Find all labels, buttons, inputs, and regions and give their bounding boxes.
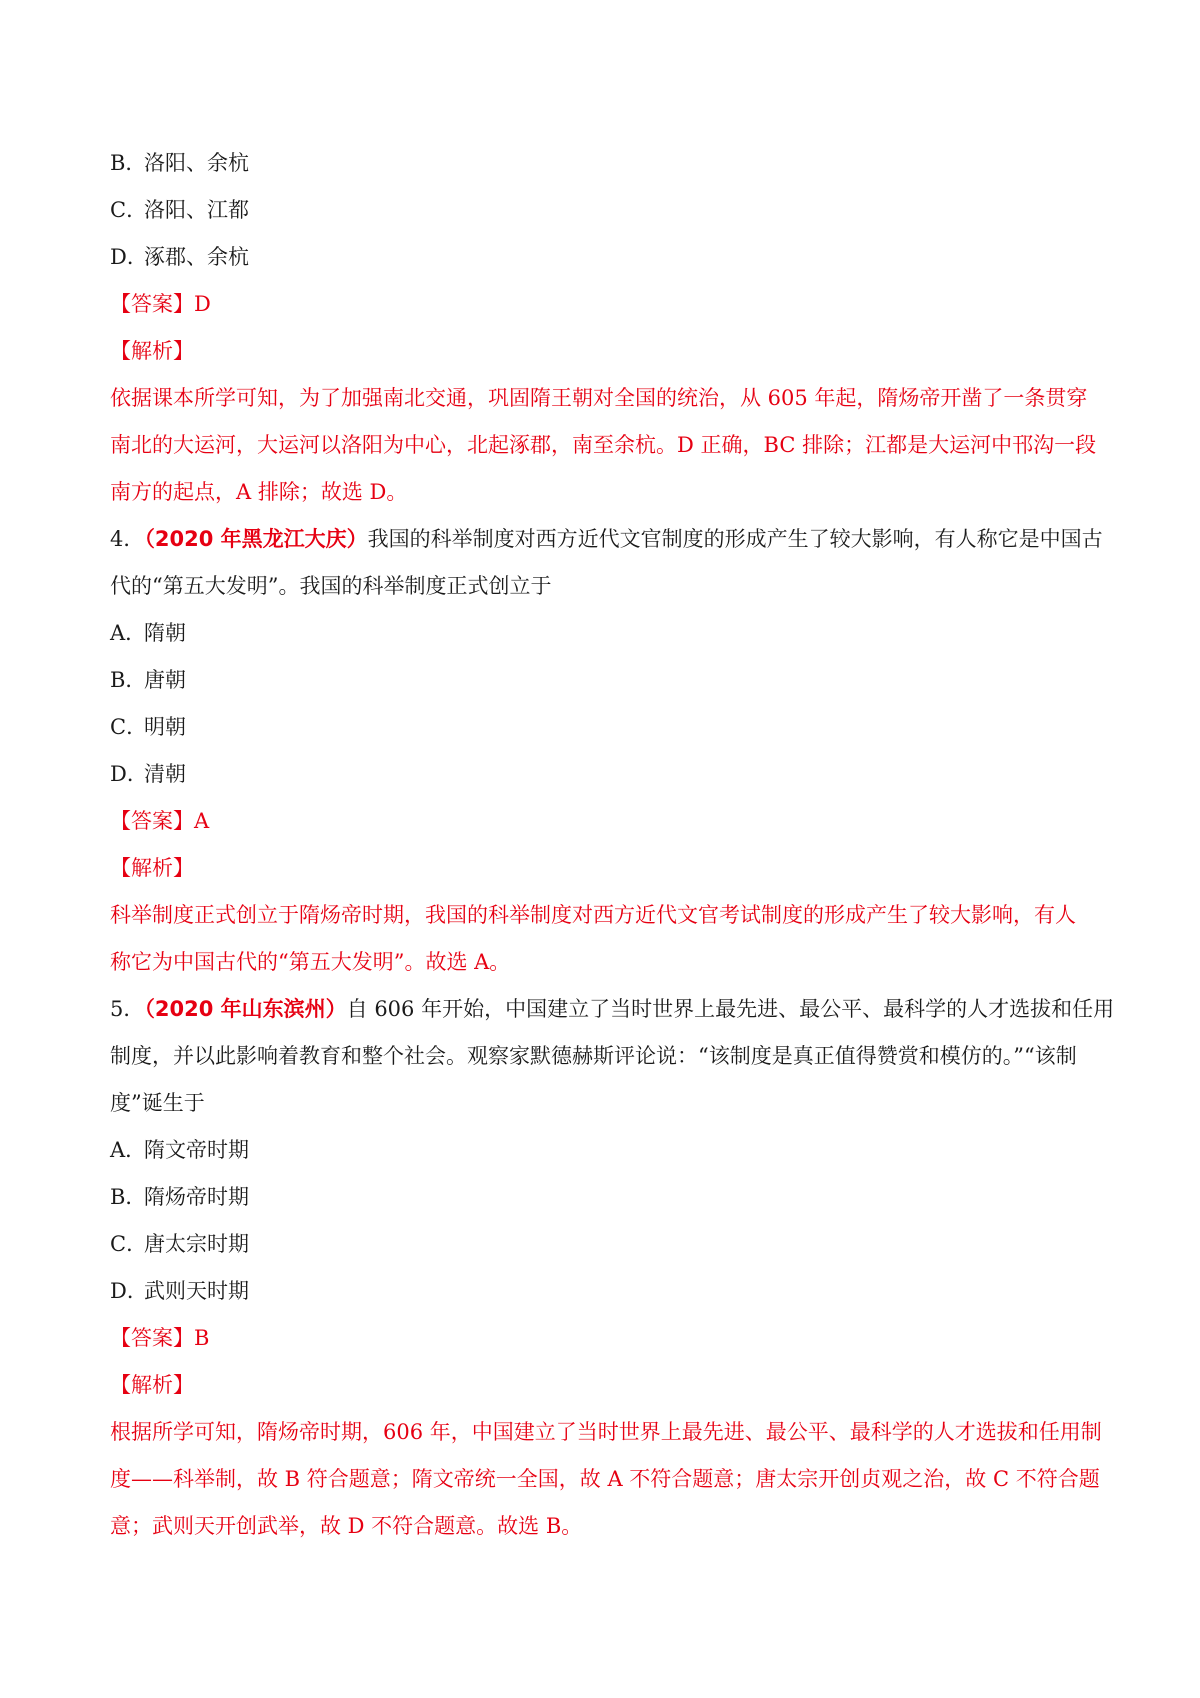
stem-text: 我国的科举制度对西方近代文官制度的形成产生了较大影响，有人称它是中国古 (367, 527, 1103, 551)
analysis-text (110, 375, 1100, 516)
option-text: 武则天时期 (144, 1279, 249, 1303)
option-letter: C． (110, 198, 148, 222)
analysis-label: 【解析】 (110, 339, 194, 363)
option-letter: D． (110, 762, 148, 786)
question-source: （2020 年山东滨州） (144, 997, 347, 1021)
option-c (110, 1221, 1100, 1268)
stem-line: 制度，并以此影响着教育和整个社会。观察家默德赫斯评论说：“该制度是真正值得赞赏和模仿的。”“该制 (110, 1044, 1077, 1068)
question-stem (110, 516, 1103, 610)
option-letter: A． (110, 1138, 147, 1162)
answer (110, 1315, 1100, 1362)
option-text: 洛阳、江都 (144, 198, 249, 222)
analysis-line: 根据所学可知，隋炀帝时期，606 年，中国建立了当时世界上最先进、最公平、最科学的人才选拔和任用制 (110, 1420, 1102, 1444)
answer-label: 【答案】 (110, 809, 194, 833)
option-text: 隋炀帝时期 (144, 1185, 249, 1209)
question-number: 4． (110, 527, 145, 551)
option-text: 清朝 (144, 762, 186, 786)
stem-line (110, 516, 1103, 563)
answer (110, 798, 1100, 845)
analysis-line: 南北的大运河，大运河以洛阳为中心，北起涿郡，南至余杭。D 正确，BC 排除；江都是大运河中邗沟一段 (110, 433, 1097, 457)
option-a (110, 1127, 1100, 1174)
question-4 (110, 516, 1103, 986)
answer-label: 【答案】 (110, 292, 194, 316)
answer (110, 281, 1100, 328)
option-text: 隋文帝时期 (144, 1138, 249, 1162)
option-text: 唐朝 (144, 668, 186, 692)
analysis-line: 依据课本所学可知，为了加强南北交通，巩固隋王朝对全国的统治，从 605 年起，隋炀帝开凿了一条贯穿 (110, 386, 1088, 410)
stem-line: 度”诞生于 (110, 1091, 205, 1115)
option-c (110, 187, 1100, 234)
option-d (110, 751, 1100, 798)
option-text: 明朝 (144, 715, 186, 739)
option-letter: C． (110, 715, 148, 739)
analysis-text (110, 1409, 1100, 1550)
analysis-label: 【解析】 (110, 1373, 194, 1397)
option-b (110, 140, 1100, 187)
option-letter: D． (110, 1279, 148, 1303)
option-d (110, 1268, 1100, 1315)
analysis-line: 科举制度正式创立于隋炀帝时期，我国的科举制度对西方近代文官考试制度的形成产生了较大影响，有人 (110, 903, 1076, 927)
answer-value: D (194, 292, 211, 316)
analysis-text (110, 892, 1100, 986)
option-letter: D． (110, 245, 148, 269)
option-text: 洛阳、余杭 (144, 151, 249, 175)
option-letter: B． (110, 1185, 147, 1209)
option-d (110, 234, 1100, 281)
option-letter: B． (110, 668, 147, 692)
option-a (110, 610, 1100, 657)
analysis-line: 度——科举制，故 B 符合题意；隋文帝统一全国，故 A 不符合题意；唐太宗开创贞观之治，故 C 不符合题 (110, 1467, 1100, 1491)
answer-value: A (194, 809, 210, 833)
document-page (110, 140, 1115, 1550)
stem-line: 代的“第五大发明”。我国的科举制度正式创立于 (110, 574, 552, 598)
option-letter: C． (110, 1232, 148, 1256)
option-text: 唐太宗时期 (144, 1232, 249, 1256)
analysis-line: 称它为中国古代的“第五大发明”。故选 A。 (110, 950, 511, 974)
answer-value: B (194, 1326, 210, 1350)
analysis-line: 意；武则天开创武举，故 D 不符合题意。故选 B。 (110, 1514, 583, 1538)
answer-label: 【答案】 (110, 1326, 194, 1350)
option-b (110, 1174, 1100, 1221)
analysis-label: 【解析】 (110, 856, 194, 880)
question-5 (110, 986, 1115, 1550)
stem-line (110, 986, 1115, 1033)
option-c (110, 704, 1100, 751)
option-text: 涿郡、余杭 (144, 245, 249, 269)
option-letter: B． (110, 151, 147, 175)
stem-text: 自 606 年开始，中国建立了当时世界上最先进、最公平、最科学的人才选拔和任用 (346, 997, 1115, 1021)
option-b (110, 657, 1100, 704)
question-source: （2020 年黑龙江大庆） (144, 527, 368, 551)
option-letter: A． (110, 621, 147, 645)
analysis-line: 南方的起点，A 排除；故选 D。 (110, 480, 408, 504)
question-stem (110, 986, 1115, 1127)
question-3 (110, 140, 1100, 516)
option-text: 隋朝 (144, 621, 186, 645)
question-number: 5． (110, 997, 145, 1021)
